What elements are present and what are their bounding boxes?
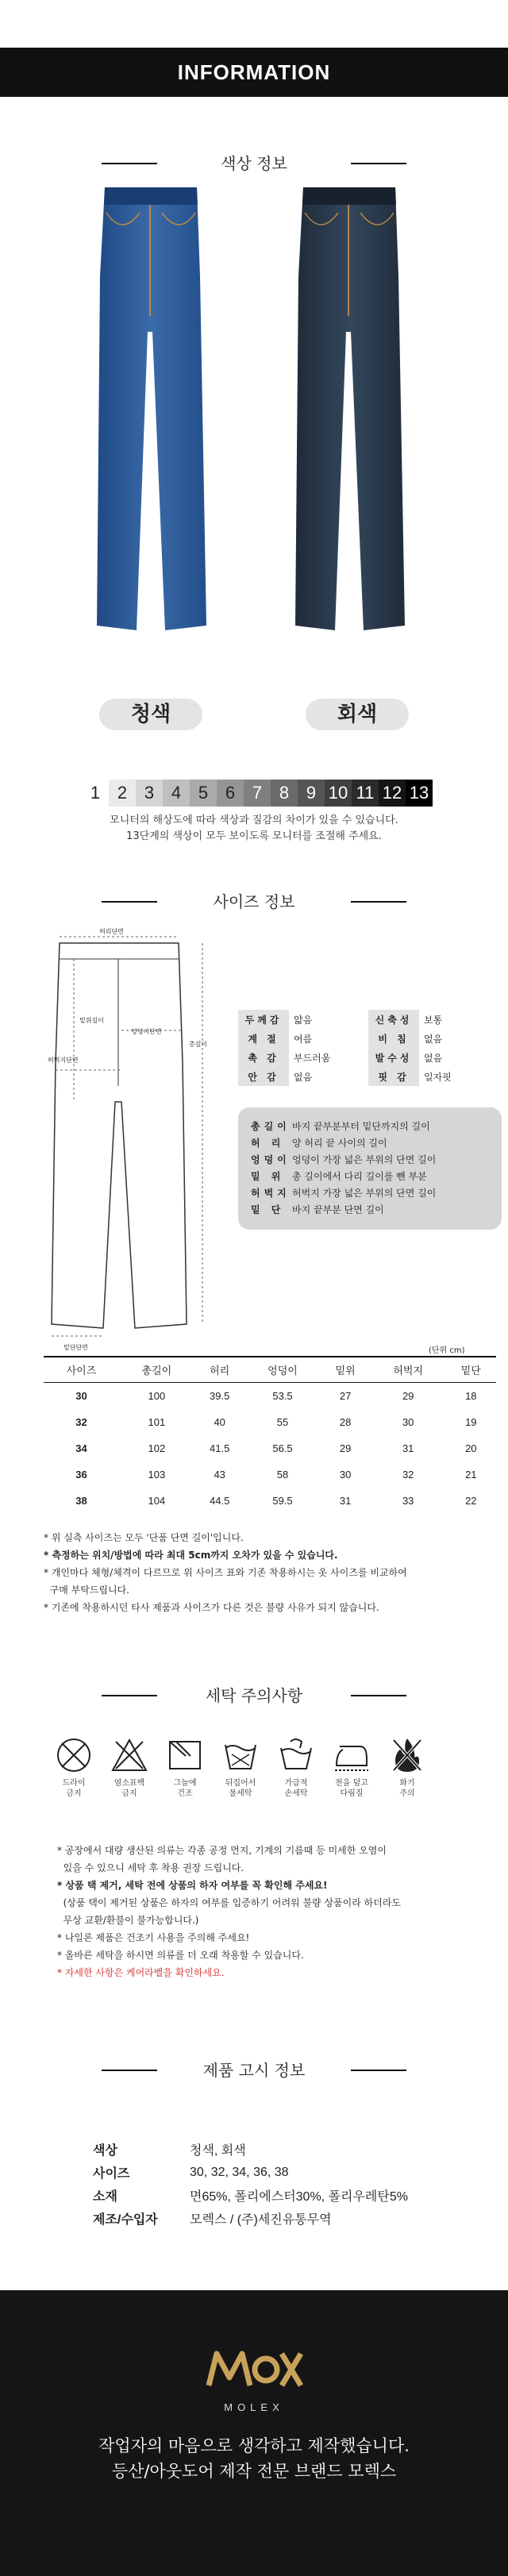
care-note: * 자세한 사항은 케어라벨을 확인하세요.: [57, 1967, 225, 1978]
product-info-table: [91, 2137, 410, 2231]
care-label-line2: 금지: [66, 1789, 82, 1798]
table-row: [44, 1435, 496, 1461]
attribute-key: 발수성: [368, 1048, 419, 1067]
size-table-cell: 100: [148, 1390, 166, 1402]
attribute-value: 얇음: [294, 1014, 313, 1026]
care-label-line1: 천을 덮고: [335, 1779, 368, 1788]
diagram-label-hem: 밑단단면: [64, 1344, 88, 1351]
size-table-header: 밑위: [320, 1357, 370, 1383]
glossary-row: [251, 1202, 489, 1219]
size-note: * 측정하는 위치/방법에 따라 최대 5cm까지 오차가 있을 수 있습니다.: [44, 1550, 338, 1561]
size-table-header: 허벅지: [371, 1357, 446, 1383]
attribute-row: [238, 1067, 456, 1086]
gray-step: 5: [190, 780, 217, 807]
attribute-key: 비 침: [368, 1029, 419, 1048]
size-table-cell: 41.5: [210, 1442, 230, 1454]
table-row: [44, 1409, 496, 1435]
color-label-blue: 청색: [99, 699, 202, 730]
gray-step: 6: [217, 780, 244, 807]
care-label-line1: 그늘에: [173, 1779, 197, 1788]
info-value: 면65%, 폴리에스터30%, 폴리우레탄5%: [190, 2190, 408, 2204]
size-table-cell: 28: [339, 1416, 352, 1428]
glossary-definition: 허벅지 가장 넓은 부위의 단면 길이: [292, 1188, 437, 1199]
section-title-size: 사이즈 정보: [0, 889, 508, 912]
table-row: [44, 1461, 496, 1488]
size-table-cell: 58: [276, 1469, 289, 1481]
attribute-value: 없음: [294, 1071, 313, 1083]
no-bleach-icon: [110, 1735, 149, 1775]
size-table-cell: 40: [214, 1416, 225, 1428]
attribute-value: 없음: [424, 1052, 443, 1064]
size-table-cell: 104: [148, 1495, 166, 1507]
care-item: [54, 1735, 94, 1799]
attribute-value: 부드러움: [294, 1052, 331, 1064]
gray-step: 9: [298, 780, 325, 807]
diagram-label-thigh: 허벅지단면: [48, 1057, 79, 1064]
size-note: * 개인마다 체형/체격이 다르므로 위 사이즈 표와 기존 착용하시는 옷 사이즈를 비교하여: [44, 1567, 407, 1578]
pants-blue-image: [87, 181, 214, 641]
size-note: * 기존에 착용하시던 타사 제품과 사이즈가 다른 것은 불량 사유가 되지 않습니다.: [44, 1602, 379, 1613]
glossary-definition: 양 허리 끝 사이의 길이: [292, 1138, 387, 1149]
care-label-line1: 가급적: [284, 1779, 308, 1788]
size-table-cell: 18: [465, 1390, 477, 1402]
gray-step: 8: [271, 780, 298, 807]
table-row: [44, 1383, 496, 1410]
care-label-line1: 뒤집어서: [225, 1779, 256, 1788]
care-note: 무상 교환/환불이 불가능합니다.): [57, 1915, 199, 1926]
pants-gray-image: [286, 181, 413, 641]
info-key: 색상: [93, 2144, 117, 2158]
glossary-term: 허벅지: [251, 1188, 291, 1199]
diagram-label-rise: 밑위길이: [79, 1017, 104, 1024]
size-table-header: 총길이: [119, 1357, 194, 1383]
care-item: [332, 1735, 371, 1799]
size-table-cell: 29: [339, 1442, 352, 1454]
section-title-care: 세탁 주의사항: [0, 1683, 508, 1706]
size-table-header: 사이즈: [44, 1357, 119, 1383]
size-notes: [44, 1529, 488, 1616]
size-table-cell: 44.5: [210, 1495, 230, 1507]
care-item: [221, 1735, 260, 1799]
attribute-row: [238, 1029, 456, 1048]
info-key: 사이즈: [93, 2167, 130, 2181]
care-item: [276, 1735, 316, 1799]
color-label-gray: 회색: [306, 699, 409, 730]
attribute-value: 여름: [294, 1033, 313, 1045]
diagram-label-total-length: 총길이: [189, 1041, 208, 1048]
gray-scale-strip: [82, 780, 433, 807]
care-notes: [57, 1842, 502, 1981]
inside-out-wash-icon: [221, 1735, 260, 1775]
care-note: * 나일론 제품은 건조기 사용을 주의해 주세요!: [57, 1932, 250, 1943]
info-value: 30, 32, 34, 36, 38: [190, 2165, 289, 2179]
size-table-cell: 19: [465, 1416, 477, 1428]
size-table-cell: 34: [75, 1442, 87, 1454]
no-dryclean-icon: [54, 1735, 94, 1775]
brand-name: MOLEX: [224, 2401, 284, 2413]
size-table-cell: 30: [75, 1390, 87, 1402]
size-table-header: 밑단: [446, 1357, 496, 1383]
size-table: [44, 1356, 496, 1514]
info-row: [93, 2139, 408, 2160]
care-note: * 공장에서 대량 생산된 의류는 각종 공정 먼지, 기계의 기름때 등 미세한 오염이: [57, 1845, 387, 1856]
info-value: 청색, 회색: [190, 2144, 246, 2158]
attribute-key: 안 감: [238, 1067, 289, 1086]
glossary-term: 총길이: [251, 1121, 291, 1132]
care-label-line1: 드라이: [62, 1779, 86, 1788]
care-label-line2: 주의: [399, 1789, 415, 1798]
glossary-definition: 바지 끝부분부터 밑단까지의 길이: [292, 1121, 430, 1132]
attribute-key: 신축성: [368, 1010, 419, 1029]
gray-step: 7: [244, 780, 271, 807]
gray-step: 3: [136, 780, 163, 807]
care-note: 있을 수 있으니 세탁 후 착용 권장 드립니다.: [57, 1862, 244, 1873]
size-table-cell: 31: [339, 1495, 352, 1507]
care-label-line1: 화기: [399, 1779, 415, 1788]
size-table-cell: 33: [402, 1495, 414, 1507]
size-table-cell: 39.5: [210, 1390, 230, 1402]
unit-label: (단위 cm): [429, 1346, 465, 1355]
size-table-cell: 38: [75, 1495, 87, 1507]
glossary-term: 엉덩이: [251, 1154, 291, 1165]
care-item: [165, 1735, 205, 1799]
glossary-row: [251, 1152, 489, 1169]
size-table-cell: 55: [276, 1416, 289, 1428]
glossary-definition: 총 길이에서 다리 길이를 뺀 부분: [292, 1171, 427, 1182]
table-row: [44, 1488, 496, 1514]
gray-step: 12: [379, 780, 406, 807]
gray-step: 10: [325, 780, 352, 807]
glossary-term: 밑 단: [251, 1204, 285, 1215]
gray-step: 11: [352, 780, 379, 807]
size-table-cell: 103: [148, 1469, 166, 1481]
size-table-cell: 21: [465, 1469, 477, 1481]
info-value: 모렉스 / (주)세진유통무역: [190, 2213, 332, 2227]
glossary-row: [251, 1185, 489, 1202]
size-table-cell: 101: [148, 1416, 166, 1428]
info-row: [93, 2162, 408, 2183]
attribute-key: 촉 감: [238, 1048, 289, 1067]
care-label-line2: 다림질: [340, 1789, 364, 1798]
care-label-line2: 건조: [177, 1789, 193, 1798]
fire-warning-icon: [387, 1735, 427, 1775]
size-table-cell: 27: [339, 1390, 352, 1402]
glossary-term: 허 리: [251, 1138, 285, 1149]
attribute-key: 핏 감: [368, 1067, 419, 1086]
size-table-cell: 31: [402, 1442, 414, 1454]
attribute-value: 없음: [424, 1033, 443, 1045]
info-key: 소재: [93, 2190, 117, 2204]
glossary-definition: 엉덩이 가장 넓은 부위의 단면 길이: [292, 1154, 437, 1165]
section-title-color: 색상 정보: [0, 151, 508, 174]
care-label-line1: 염소표백: [114, 1779, 145, 1788]
attribute-table: [238, 1010, 456, 1086]
attribute-value: 보통: [424, 1014, 443, 1026]
care-note: (상품 택이 제거된 상품은 하자의 여부를 입증하기 어려워 불량 상품이라 하더라도: [57, 1897, 401, 1908]
glossary-row: [251, 1135, 489, 1152]
care-note: * 상품 택 제거, 세탁 전에 상품의 하자 여부를 꼭 확인해 주세요!: [57, 1880, 328, 1891]
glossary-row: [251, 1119, 489, 1135]
diagram-label-waist: 허리단면: [99, 928, 124, 935]
care-item: [110, 1735, 149, 1799]
size-table-cell: 43: [214, 1469, 225, 1481]
size-table-cell: 53.5: [272, 1390, 293, 1402]
care-label-line2: 물세탁: [229, 1789, 252, 1798]
info-row: [93, 2185, 408, 2206]
care-label-line2: 손세탁: [284, 1789, 308, 1798]
size-table-cell: 102: [148, 1442, 166, 1454]
care-label-line2: 금지: [121, 1789, 137, 1798]
care-note: * 올바른 세탁을 하시면 의류를 더 오래 착용할 수 있습니다.: [57, 1950, 304, 1961]
gray-step: 4: [163, 780, 190, 807]
section-title-notice: 제품 고시 정보: [0, 2058, 508, 2081]
cloth-iron-icon: [332, 1735, 371, 1775]
attribute-row: [238, 1048, 456, 1067]
glossary-term: 밑 위: [251, 1171, 285, 1182]
info-key: 제조/수입자: [93, 2213, 158, 2227]
size-table-cell: 20: [465, 1442, 477, 1454]
gray-step: 1: [82, 780, 109, 807]
care-icons: [54, 1735, 427, 1799]
size-table-cell: 22: [465, 1495, 477, 1507]
monitor-note: 모니터의 해상도에 따라 색상과 질감의 차이가 있을 수 있습니다. 13단계의 색상이 모두 보이도록 모니터를 조절해 주세요.: [110, 814, 398, 842]
brand-footer: [0, 2290, 508, 2576]
size-table-cell: 32: [75, 1416, 87, 1428]
shade-dry-icon: [165, 1735, 205, 1775]
size-table-cell: 29: [402, 1390, 414, 1402]
care-item: [387, 1735, 427, 1799]
attribute-row: [238, 1010, 456, 1029]
measurement-glossary: [238, 1107, 502, 1230]
gray-step: 13: [406, 780, 433, 807]
size-table-cell: 30: [339, 1469, 352, 1481]
attribute-key: 계 절: [238, 1029, 289, 1048]
hand-wash-icon: [276, 1735, 316, 1775]
size-table-cell: 56.5: [272, 1442, 293, 1454]
size-table-cell: 32: [402, 1469, 414, 1481]
size-note: * 위 실측 사이즈는 모두 '단품 단면 길이'입니다.: [44, 1532, 244, 1543]
info-row: [93, 2208, 408, 2229]
gray-step: 2: [109, 780, 136, 807]
footer-tagline-2: 등산/아웃도어 제작 전문 브랜드 모렉스: [111, 2462, 397, 2481]
diagram-label-hip: 엉덩이단면: [131, 1028, 162, 1035]
attribute-key: 두께감: [238, 1010, 289, 1029]
attribute-value: 일자핏: [424, 1071, 452, 1083]
size-diagram: [44, 927, 218, 1348]
size-table-header: 엉덩이: [245, 1357, 321, 1383]
size-table-cell: 30: [402, 1416, 414, 1428]
molex-logo-icon: [202, 2346, 306, 2393]
size-note: 구매 부탁드립니다.: [44, 1584, 129, 1596]
information-banner: INFORMATION: [0, 48, 508, 97]
size-table-cell: 59.5: [272, 1495, 293, 1507]
size-table-cell: 36: [75, 1469, 87, 1481]
glossary-row: [251, 1169, 489, 1185]
footer-tagline-1: 작업자의 마음으로 생각하고 제작했습니다.: [98, 2436, 410, 2455]
glossary-definition: 바지 끝부분 단면 길이: [292, 1204, 384, 1215]
size-table-header: 허리: [194, 1357, 245, 1383]
